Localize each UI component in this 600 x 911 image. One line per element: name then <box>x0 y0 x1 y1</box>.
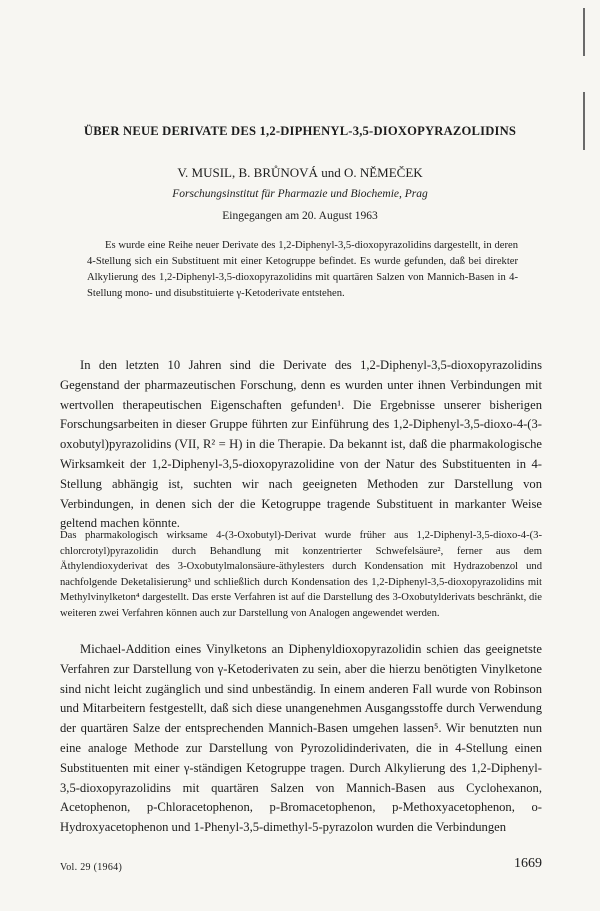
body-paragraph: Michael-Addition eines Vinylketons an Diphenyldioxopyrazolidin schien das geeignetste Verfahren zur Darstellung von γ-Ketoderivaten zu sein, aber die hierzu benötigten Vinylketone sind nicht leicht zugänglich und sind unbeständig. In einem anderen Fall wurde von Robinson und Mitarbeitern festgestellt, daß sich diese unangenehmen Ausgangsstoffe durch Verwendung der quartären Salze der entsprechenden Mannich-Basen umgehen lassen⁵. Wir benutzten nun eine analoge Methode zur Darstellung von Pyrozolidinderivaten, die in 4-Stellung einen Substituenten mit einer γ-ständigen Ketogruppe tragen. Durch Alkylierung des 1,2-Diphenyl-3,5-dioxopyrazolidins mit quartären Salzen von Mannich-Basen aus Cyclohexanon, Acetophenon, p-Chloracetophenon, p-Bromacetophenon, p-Methoxyacetophenon, o-Hydroxyacetophenon und 1-Phenyl-3,5-dimethyl-5-pyrazolon wurden die Verbindungen <box>60 642 542 835</box>
article-title: ÜBER NEUE DERIVATE DES 1,2-DIPHENYL-3,5-DIOXOPYRAZOLIDINS <box>83 124 517 138</box>
body-paragraph: In den letzten 10 Jahren sind die Derivate des 1,2-Diphenyl-3,5-dioxopyrazolidins Gegenstand der pharmazeutischen Forschung, denn es wurden unter ihnen Verbindungen mit wertvollen therapeutischen Eigenschaften gefunden¹. Die Ergebnisse unserer bisherigen Forschungsarbeiten in dieser Gruppe führten zur Einführung des 1,2-Diphenyl-3,5-dioxo-4-(3-oxobutyl)pyrazolidins (VII, R² = H) in die Therapie. Da bekannt ist, daß die pharmakologische Wirksamkeit der 1,2-Diphenyl-3,5-dioxopyrazolidine von der Natur des Substituenten in 4-Stellung abhängig ist, suchten wir nach geeigneten Methoden zur Darstellung von Verbindungen, in denen sich der die Ketogruppe tragende Substituent in markanter Weise geltend machen könnte. <box>60 358 542 531</box>
small-print-paragraph: Das pharmakologisch wirksame 4-(3-Oxobutyl)-Derivat wurde früher aus 1,2-Diphenyl-3,5-dioxo-4-(3-chlorcrotyl)pyrazolidin durch Behandlung mit konzentrierter Schwefelsäure², ferner aus dem Äthylendioxyderivat des 3-Oxobutylmalonsäure-äthylesters durch Kondensation mit Hydrazobenzol und nachfolgende Deketalisierung³ und schließlich durch Kondensation des 1,2-Diphenyl-3,5-dioxopyrazolidins mit Methylvinylketon⁴ dargestellt. Das erste Verfahren ist auf die Darstellung des 3-Oxobutylderivats beschränkt, die weiteren zwei Verfahren können auch zur Darstellung von Analogen angewendet werden. <box>60 530 542 619</box>
journal-volume: Vol. 29 (1964) <box>60 862 123 873</box>
author-affiliation: Forschungsinstitut für Pharmazie und Biochemie, Prag <box>172 188 428 200</box>
scan-edge-mark <box>583 92 585 150</box>
received-date: Eingegangen am 20. August 1963 <box>222 210 378 222</box>
article-authors: V. MUSIL, B. BRŮNOVÁ und O. NĚMEČEK <box>177 165 423 180</box>
abstract: Es wurde eine Reihe neuer Derivate des 1,2-Diphenyl-3,5-dioxopyrazolidins dargestellt, in deren 4-Stellung sich ein Substituent mit einer Ketogruppe befindet. Es wurde gefunden, daß bei direkter Alkylierung des 1,2-Diphenyl-3,5-dioxopyrazolidins mit quartären Salzen von Mannich-Basen in 4-Stellung mono- und disubstituierte γ-Ketoderivate entstehen. <box>87 240 518 299</box>
scan-edge-mark <box>583 8 585 56</box>
page-number: 1669 <box>514 856 542 871</box>
